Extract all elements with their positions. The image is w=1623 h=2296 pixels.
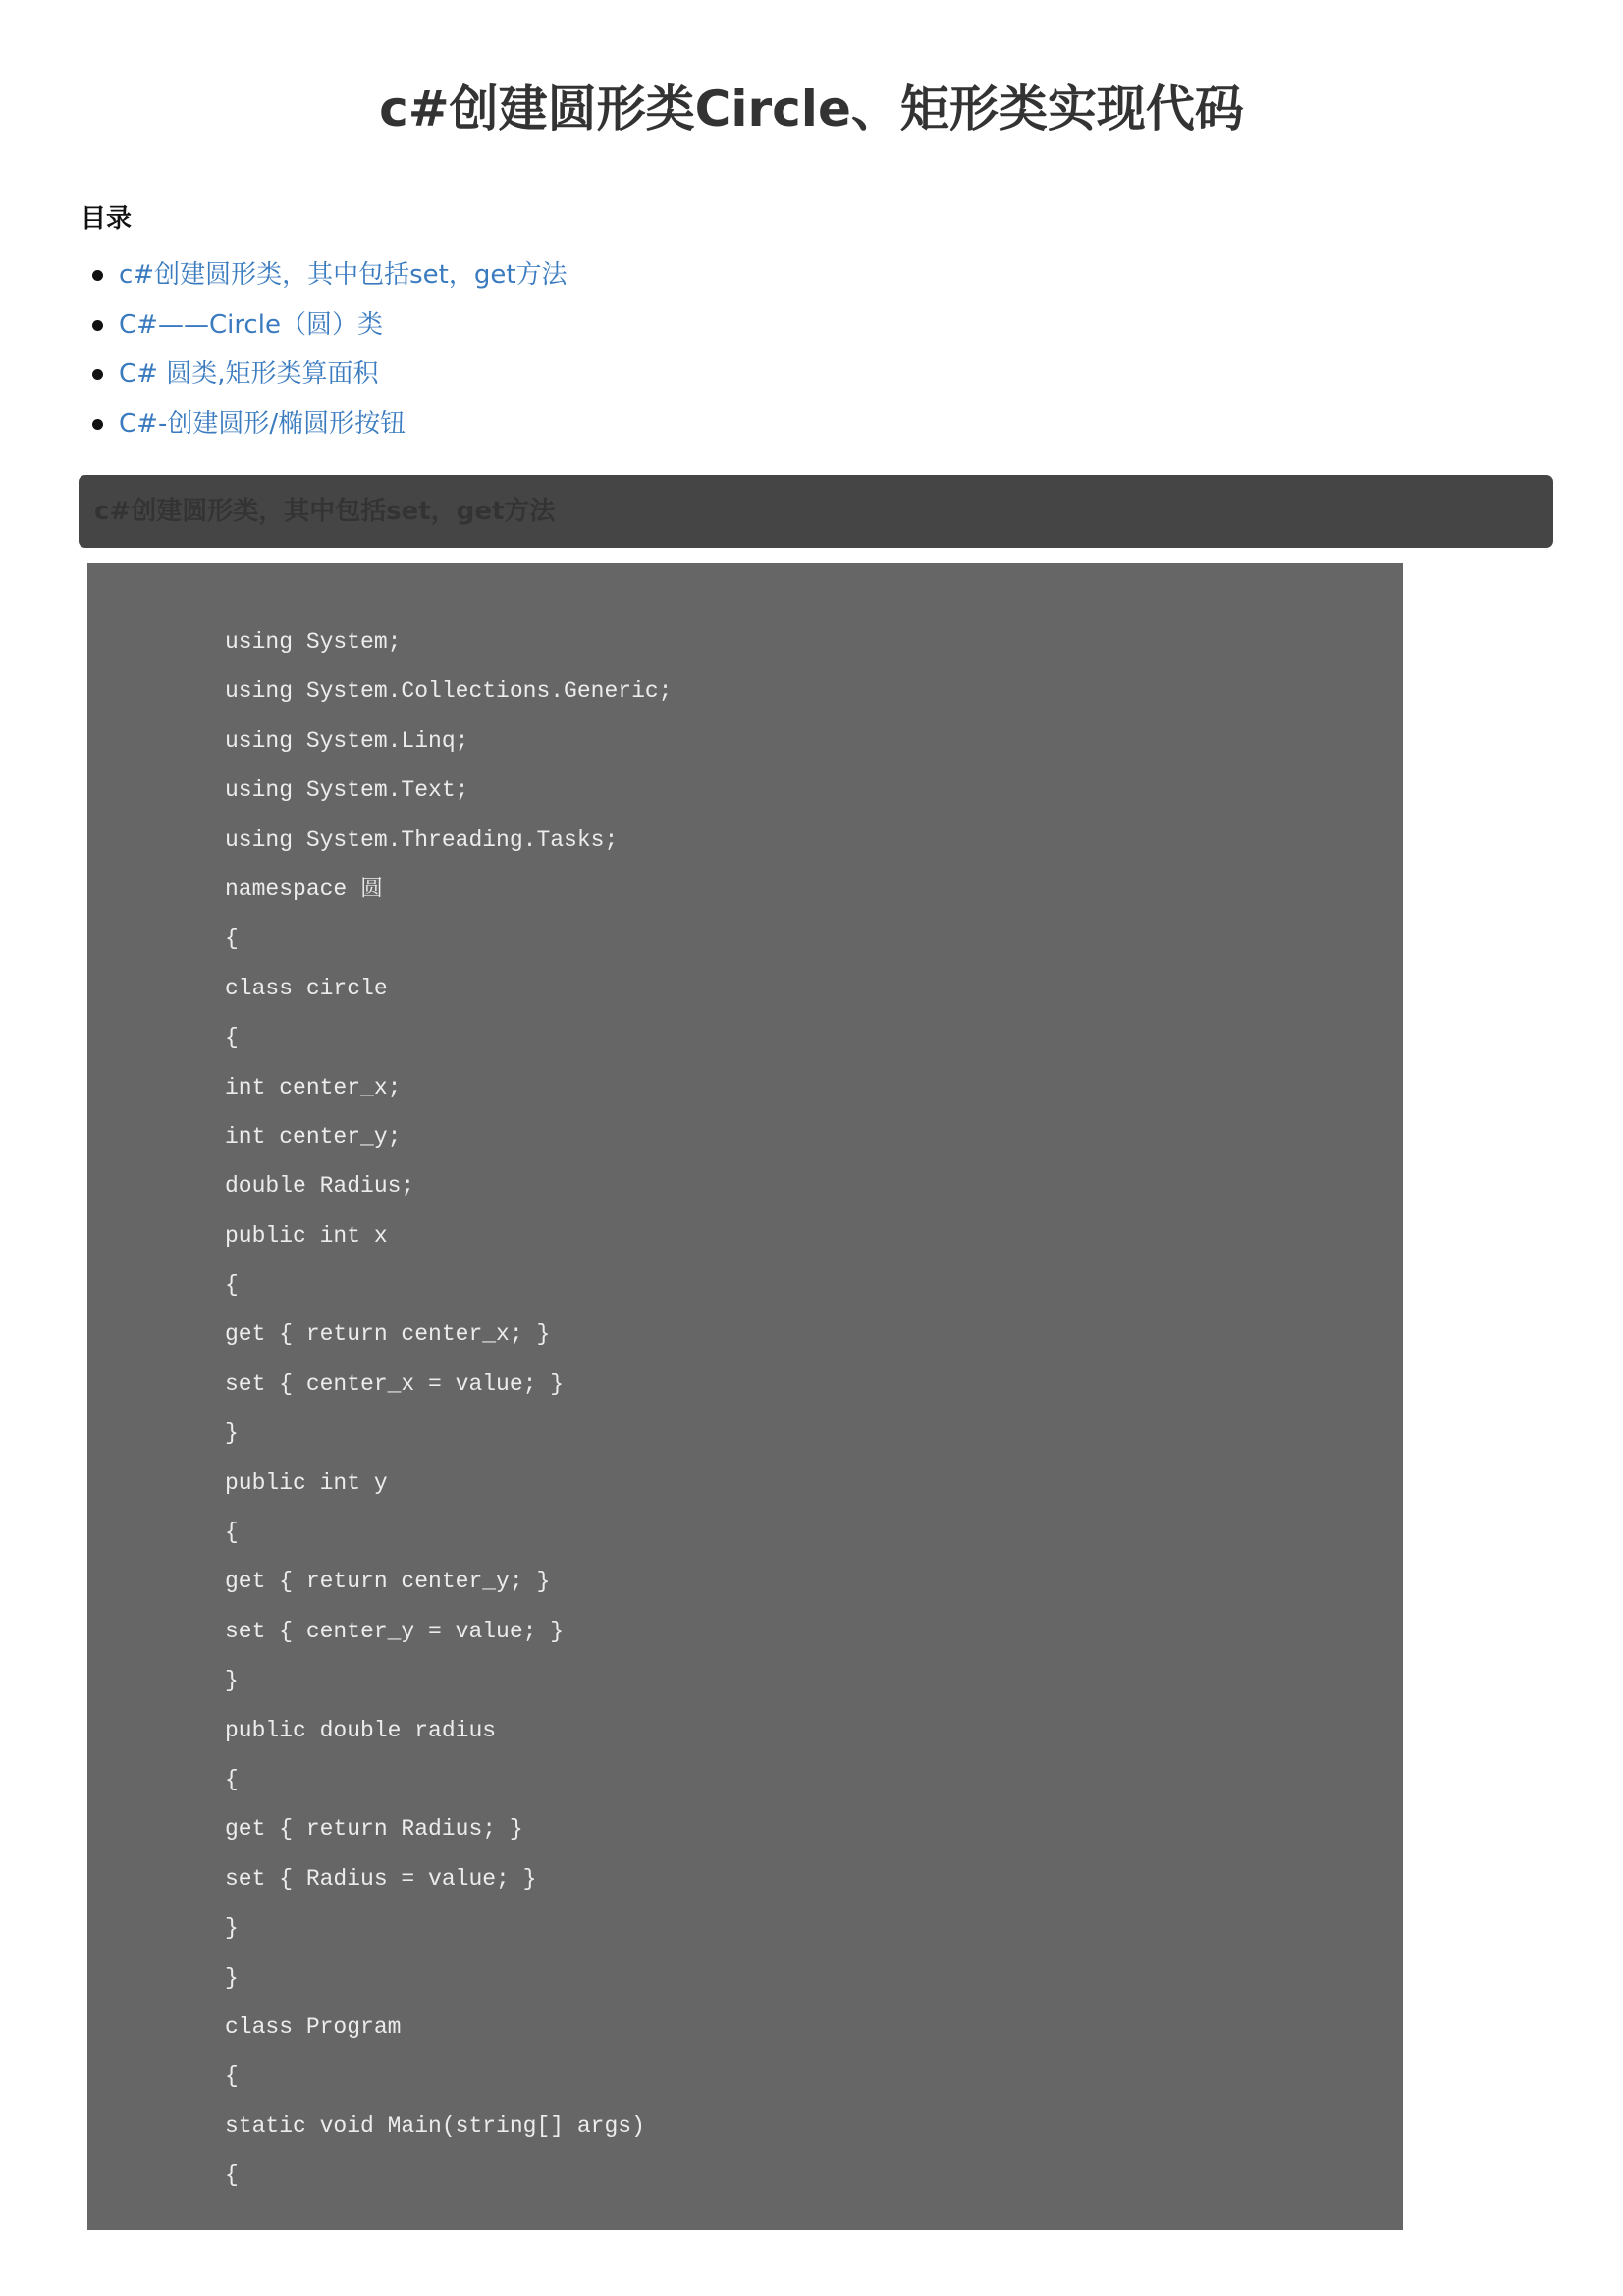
code-line: class Program — [225, 2013, 402, 2040]
toc-link-label: c#创建圆形类，其中包括set，get方法 — [119, 260, 568, 290]
code-line: set { Radius = value; } — [225, 1865, 537, 1892]
toc-link-label: C#——Circle（圆）类 — [119, 309, 383, 340]
code-line: set { center_y = value; } — [225, 1618, 565, 1644]
toc-link-circle-class[interactable] — [81, 300, 568, 350]
code-line: get { return Radius; } — [225, 1816, 523, 1842]
code-line: double Radius; — [225, 1173, 415, 1200]
code-lines — [225, 617, 672, 2201]
page-title: c#创建圆形类Circle、矩形类实现代码 — [379, 80, 1244, 137]
code-line: { — [225, 1272, 239, 1299]
code-line: using System.Collections.Generic; — [225, 678, 673, 705]
toc-list — [81, 250, 568, 449]
code-line: using System.Threading.Tasks; — [225, 827, 619, 853]
code-line: get { return center_x; } — [225, 1321, 551, 1348]
code-line: { — [225, 1025, 239, 1051]
code-line: int center_y; — [225, 1123, 402, 1149]
code-line: public double radius — [225, 1717, 497, 1743]
bullet-icon — [92, 419, 103, 430]
toc-link-label: C#-创建圆形/椭圆形按钮 — [119, 408, 406, 439]
code-line: { — [225, 926, 239, 952]
code-line: int center_x; — [225, 1074, 402, 1100]
code-line: public int x — [225, 1222, 388, 1249]
code-line: namespace 圆 — [225, 876, 384, 902]
code-line: { — [225, 2063, 239, 2090]
bullet-icon — [92, 369, 103, 380]
toc-link-area-calculation[interactable] — [81, 349, 568, 400]
code-line: { — [225, 1766, 239, 1792]
code-line: { — [225, 2163, 239, 2189]
code-line: using System.Linq; — [225, 727, 469, 754]
code-line: get { return center_y; } — [225, 1569, 551, 1595]
code-line: static void Main(string[] args) — [225, 2112, 645, 2139]
code-line: { — [225, 1520, 239, 1546]
code-line: set { center_x = value; } — [225, 1370, 565, 1397]
bullet-icon — [92, 320, 103, 331]
toc-heading: 目录 — [81, 204, 133, 234]
code-line: } — [225, 1420, 239, 1447]
toc-link-round-button[interactable] — [81, 400, 568, 450]
toc-link-create-circle-class[interactable] — [81, 250, 568, 300]
code-block — [87, 563, 1403, 2230]
code-line: class circle — [225, 975, 388, 1001]
code-line: } — [225, 1964, 239, 1991]
code-line: using System; — [225, 629, 402, 655]
section-heading: c#创建圆形类，其中包括set，get方法 — [79, 475, 1553, 548]
code-line: using System.Text; — [225, 777, 469, 804]
code-line: } — [225, 1668, 239, 1694]
bullet-icon — [92, 270, 103, 281]
toc-link-label: C# 圆类,矩形类算面积 — [119, 359, 379, 389]
code-line: } — [225, 1915, 239, 1942]
code-line: public int y — [225, 1469, 388, 1496]
